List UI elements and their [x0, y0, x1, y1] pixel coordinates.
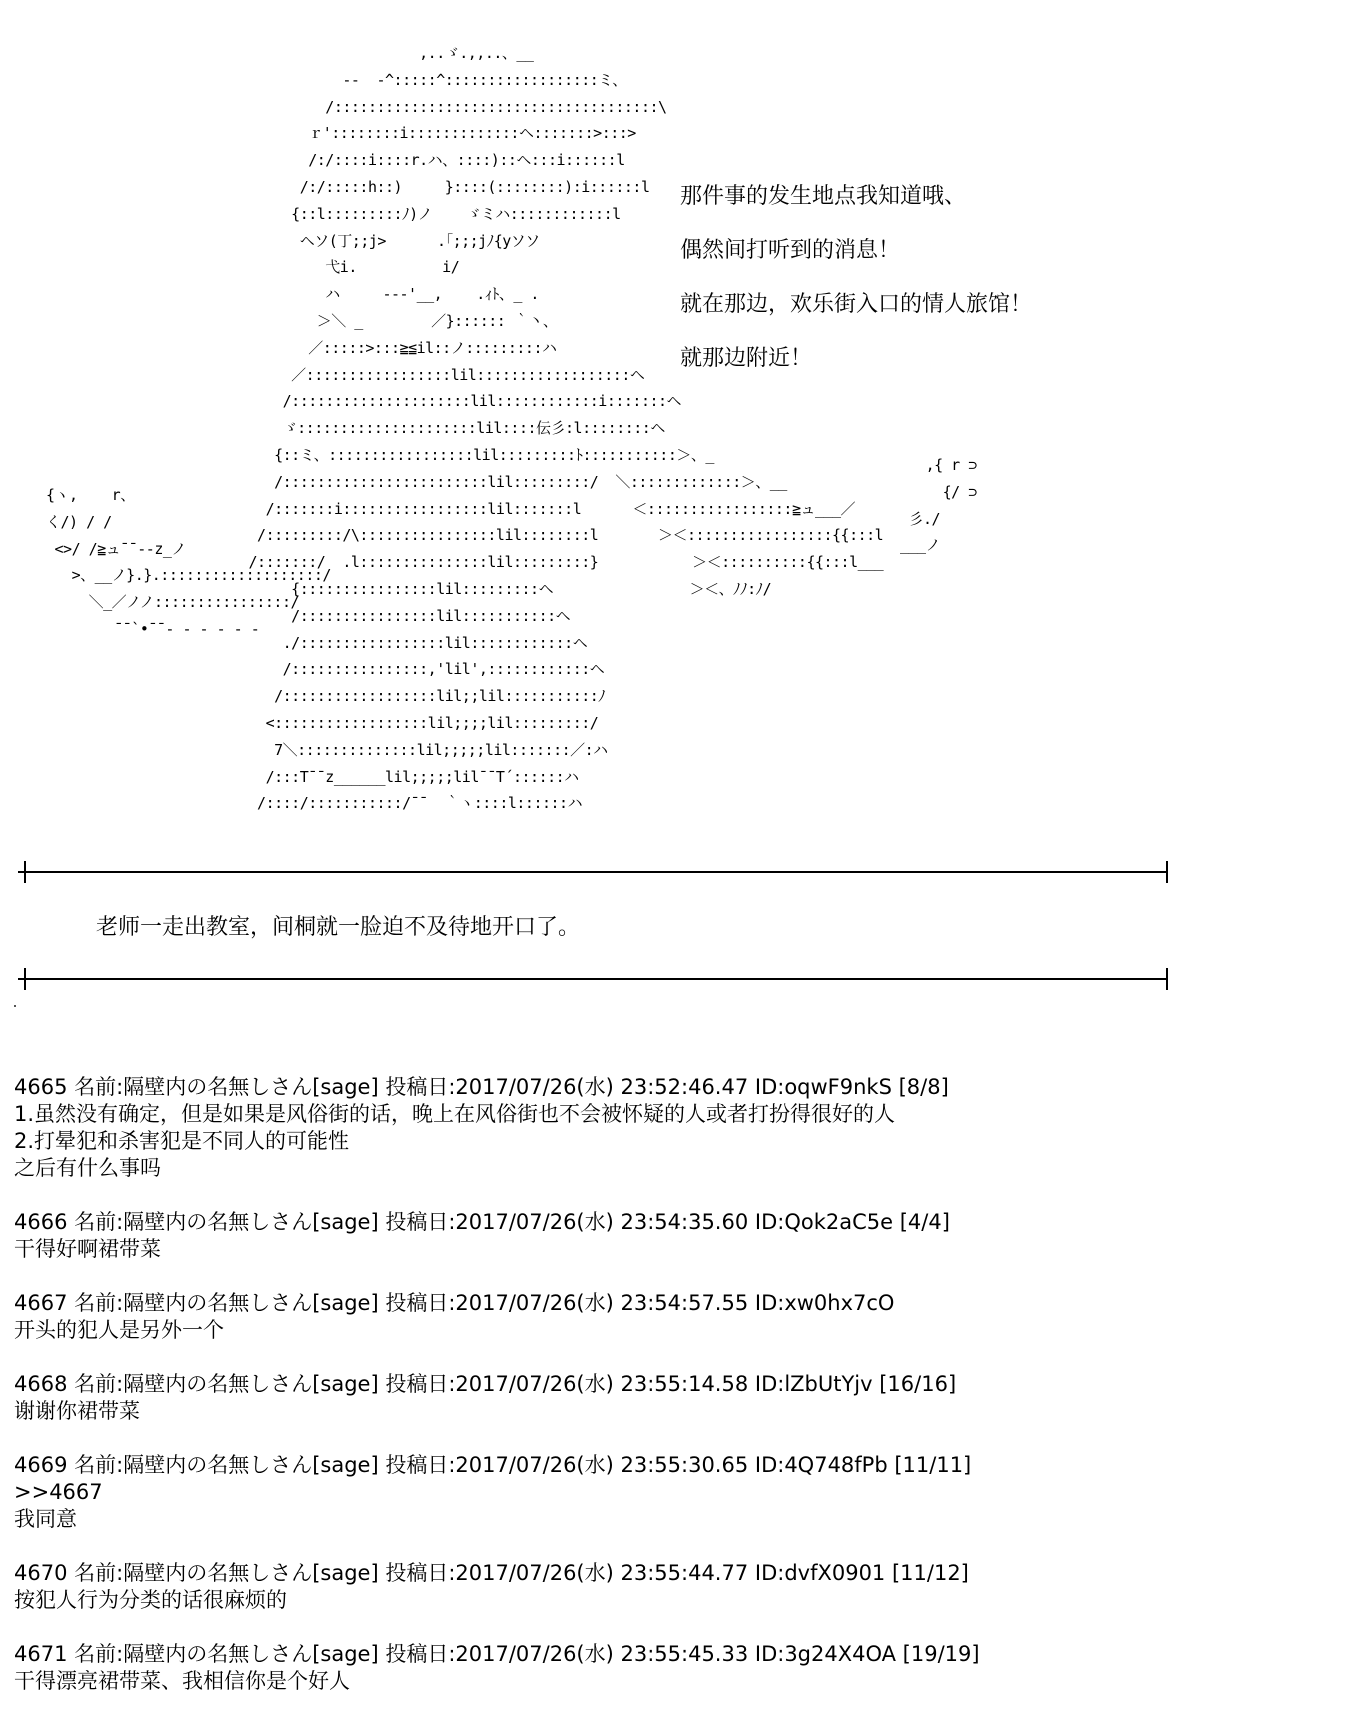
post-header: 4671 名前:隔壁内の名無しさん[sage] 投稿日:2017/07/26(水) 23:55:45.33 ID:3g24X4OA [19/19]: [14, 1642, 980, 1666]
post-body-line: 我同意: [14, 1507, 77, 1531]
post-body-line: 开头的犯人是另外一个: [14, 1318, 224, 1342]
divider-top: [18, 871, 1168, 873]
post-4668: [14, 1371, 1334, 1425]
ascii-art-right-hand: [900, 452, 1040, 612]
post-4667: [14, 1290, 1334, 1344]
ascii-art-main: ,..ゞ.,,..、__ -- -^:::::^::::::::::::::::::ミ、 /::::::::::::::::::::::::::::::::::::::\ ｒ'::::::::i:::::::::::::ヘ:::::::>:::> /:/::::i::::r.ハ、::::)::ヘ:::i::::::l /:/:::::h::) }::::(::::::::):i::::::l {::l:::::::::ﾉ)ノ ゞミハ::::::::::::l ヘソ(丁;;j> .｢;;;jﾉ{yソソ 弋i. i/ ハ ---'__, .ｨﾄ、_ . ＞＼ _ ／}:::::: ｀丶、 ／:::::>:::≧≦il::ノ:::::::::ハ ／:::::::::::::::::lil::::::::::::::::::ヘ /:::::::::::::::::::::lil::::::::::::i:::::::ヘ ゞ:::::::::::::::::::::lil::::伝彡:l::::::::ヘ {::ミ、:::::::::::::::::lil:::::::::ﾄ:::::::::::＞、_ /::::::::::::::::::::::::lil:::::::::/ ＼:::::::::::::＞、__ /:::::::i:::::::::::::::::lil:::::::l ＜:::::::::::::::::≧ュ___／ /:::::::::/\::::::::::::::::lil::::::::l ＞＜:::::::::::::::::{{:::l /:::::::/ .l:::::::::::::::lil:::::::::} ＞＜::::::::::{{:::l___ {::::::::::::::::lil:::::::::ヘ ＞＜、ﾉﾉ:ﾉ/ /::::::::::::::::lil:::::::::::ヘ ./:::::::::::::::::lil::::::::::::ヘ /::::::::::::::::,'lil',::::::::::::ヘ /::::::::::::::::::lil;;lil:::::::::::ﾉ <::::::::::::::::::lil;;;;lil:::::::::/ 7＼::::::::::::::lil;;;;;lil:::::::／:ハ /:::T¯¯z______lil;;;;;lil¯¯T´::::::ハ /::::/:::::::::::/¯¯ ｀ヽ::::l::::::ハ: [248, 44, 884, 813]
post-body-line: 干得漂亮裙带菜、我相信你是个好人: [14, 1669, 350, 1693]
post-header: 4665 名前:隔壁内の名無しさん[sage] 投稿日:2017/07/26(水) 23:52:46.47 ID:oqwF9nkS [8/8]: [14, 1075, 949, 1099]
post-4669: [14, 1452, 1334, 1533]
divider-bottom: [18, 978, 1168, 980]
ascii-art-left-hand: [46, 482, 346, 642]
post-header: 4666 名前:隔壁内の名無しさん[sage] 投稿日:2017/07/26(水) 23:54:35.60 ID:Qok2aC5e [4/4]: [14, 1210, 950, 1234]
post-body-line: 2.打晕犯和杀害犯是不同人的可能性: [14, 1129, 350, 1153]
post-reply-link[interactable]: >>4667: [14, 1480, 103, 1504]
post-body-line: 干得好啊裙带菜: [14, 1237, 161, 1261]
speech-bubble: [680, 180, 1080, 396]
speech-line: 就那边附近！: [680, 346, 813, 371]
stray-dot: [14, 1005, 16, 1007]
post-header: 4668 名前:隔壁内の名無しさん[sage] 投稿日:2017/07/26(水) 23:55:14.58 ID:lZbUtYjv [16/16]: [14, 1372, 957, 1396]
ascii-art-left: {ヽ, r、 く/) / / <>/ /≧ュ¯¯--z_ノ >、__ノ}.}.:::::::::::::::::::/ ＼_／ノノ::::::::::::::::/ ¯¯`•¯¯- - - - - -: [46, 486, 331, 638]
post-4666: [14, 1209, 1334, 1263]
post-4665: [14, 1074, 1334, 1182]
post-list: [14, 1074, 1334, 1722]
post-header: 4670 名前:隔壁内の名無しさん[sage] 投稿日:2017/07/26(水) 23:55:44.77 ID:dvfX0901 [11/12]: [14, 1561, 969, 1585]
post-4671: [14, 1641, 1334, 1695]
ascii-art-character: [240, 40, 1000, 813]
speech-line: 就在那边，欢乐街入口的情人旅馆！: [680, 292, 1033, 317]
narration-text: 老师一走出教室，间桐就一脸迫不及待地开口了。: [96, 915, 581, 940]
post-header: 4669 名前:隔壁内の名無しさん[sage] 投稿日:2017/07/26(水) 23:55:30.65 ID:4Q748fPb [11/11]: [14, 1453, 972, 1477]
ascii-art-right: ,{ r ⊃ {/ ⊃ 彡./ ___ノ: [900, 456, 977, 555]
post-body-line: 之后有什么事吗: [14, 1156, 161, 1180]
post-header: 4667 名前:隔壁内の名無しさん[sage] 投稿日:2017/07/26(水) 23:54:57.55 ID:xw0hx7cO: [14, 1291, 895, 1315]
speech-line: 偶然间打听到的消息！: [680, 238, 901, 263]
post-4670: [14, 1560, 1334, 1614]
post-body-line: 谢谢你裙带菜: [14, 1399, 140, 1423]
post-body-line: 按犯人行为分类的话很麻烦的: [14, 1588, 287, 1612]
speech-line: 那件事的发生地点我知道哦、: [680, 184, 967, 209]
post-body-line: 1.虽然没有确定，但是如果是风俗街的话，晚上在风俗街也不会被怀疑的人或者打扮得很好的人: [14, 1102, 896, 1126]
